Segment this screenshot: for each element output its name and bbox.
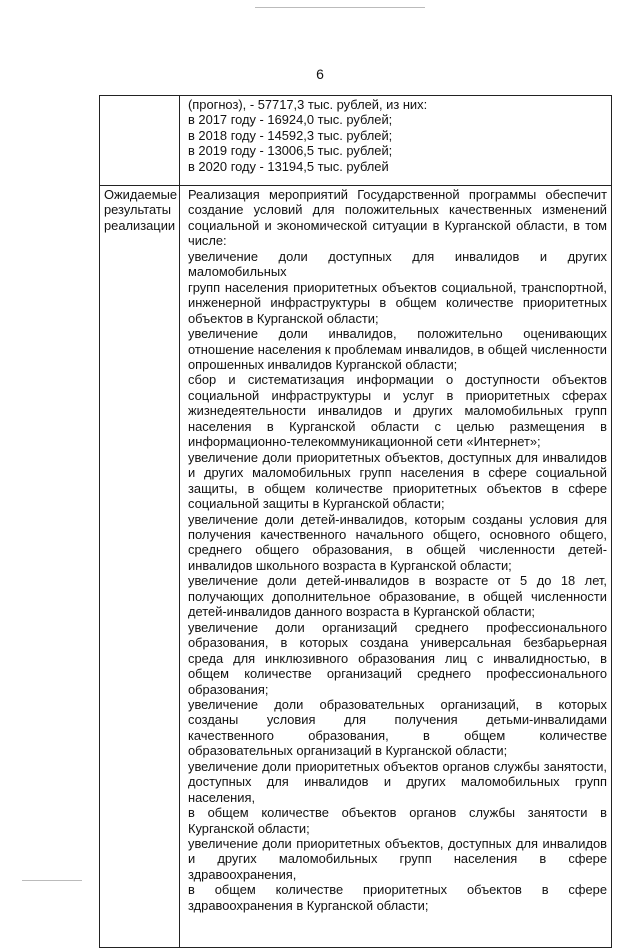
text-line: информационно-телекоммуникационной сети «Интернет»; [188,434,541,450]
text-line: увеличение доли доступных для инвалидов и других маломобильных [188,248,607,280]
text-line: и других маломобильных групп населения в сфере социальной [188,465,607,481]
text-line: доступных для инвалидов и других маломобильных групп населения, [188,774,607,805]
text-line: в 2018 году - 14592,3 тыс. рублей; [188,127,393,143]
text-line: и других маломобильных групп населения в сфере здравоохранения, [188,851,607,882]
text-line: увеличение доли приоритетных объектов, доступных для инвалидов [188,836,607,852]
text-line: социальной защиты в Курганской области; [188,496,445,512]
text-line: реализации [104,217,176,233]
text-line: увеличение доли организаций среднего профессионального [188,619,607,635]
text-line: увеличение доли детей-инвалидов, которым созданы условия для [188,511,607,527]
program-passport-table [99,95,612,948]
text-line: Курганской области; [188,820,310,836]
text-line: (прогноз), - 57717,3 тыс. рублей, из них: [188,97,428,112]
text-line: создание условий для положительных качественных изменений [188,202,607,218]
text-line: получения качественного начального общего, основного общего, [188,526,607,542]
text-line: объектов в Курганской области; [188,310,379,326]
row-label-cell [100,96,180,186]
text-line: среда для инклюзивного образования лиц с инвалидностью, в [188,650,607,666]
text-line: в 2020 году - 13194,5 тыс. рублей [188,158,389,174]
text-line: образования; [188,681,269,697]
text-line: получающих дополнительное образование, в общей численности [188,588,607,604]
table-row-expected-results [100,186,612,948]
text-line: в 2017 году - 16924,0 тыс. рублей; [188,112,393,128]
text-line: защиты, в общем количестве приоритетных объектов в сфере [188,480,607,496]
text-line: в общем количестве приоритетных объектов в сфере [188,882,607,898]
text-line: в 2019 году - 13006,5 тыс. рублей; [188,143,393,159]
text-line: увеличение доли детей-инвалидов в возрасте от 5 до 18 лет, [188,573,607,589]
text-line: Реализация мероприятий Государственной программы обеспечит [188,187,607,202]
text-line: увеличение доли приоритетных объектов органов службы занятости, [188,758,607,774]
table-row-financing [100,96,612,186]
text-line: общем количестве организаций среднего профессионального [188,666,607,682]
financing-text-cell [180,96,612,186]
text-line: отношение населения к проблемам инвалидов, в общей численности [188,341,607,357]
text-line: Ожидаемые [104,187,178,202]
page-number: 6 [316,66,324,82]
text-line: социальной и экономической ситуации в Курганской области, в том [188,217,607,233]
text-line: групп населения приоритетных объектов социальной, транспортной, [188,279,607,295]
text-line: населения в Курганской области с целью размещения в [188,418,607,434]
text-line: образования, в которых создана универсальная безбарьерная [188,635,607,651]
expected-results-text-cell [180,186,612,948]
text-line: детей-инвалидов данного возраста в Курганской области; [188,604,536,620]
text-line: сбор и систематизация информации о доступности объектов [188,372,607,388]
scan-artifact-bottom [22,880,82,881]
text-line: социальной инфраструктуры и услуг в приоритетных сферах [188,387,607,403]
scan-artifact-top [255,7,425,8]
text-line: числе: [188,233,227,249]
text-line: в общем количестве объектов органов службы занятости в [188,805,607,821]
text-line: инженерной инфраструктуры в общем количестве приоритетных [188,295,607,311]
text-line: созданы условия для получения детьми-инвалидами [188,712,607,728]
text-line: качественного образования, в общем количестве [188,727,607,743]
text-line: увеличение доли приоритетных объектов, доступных для инвалидов [188,449,607,465]
text-line: инвалидов школьного возраста в Курганской области; [188,557,512,573]
text-line: увеличение доли инвалидов, положительно оценивающих [188,326,607,342]
row-label-expected-results [100,186,180,948]
text-line: результаты [104,202,172,218]
text-line: среднего общего образования, в общей численности детей- [188,542,607,558]
text-line: увеличение доли образовательных организаций, в которых [188,696,607,712]
text-line: жизнедеятельности инвалидов и других маломобильных групп [188,403,607,419]
text-line: опрошенных инвалидов Курганской области; [188,356,458,372]
text-line: здравоохранения в Курганской области; [188,897,429,913]
text-line: образовательных организаций в Курганской области; [188,743,508,759]
